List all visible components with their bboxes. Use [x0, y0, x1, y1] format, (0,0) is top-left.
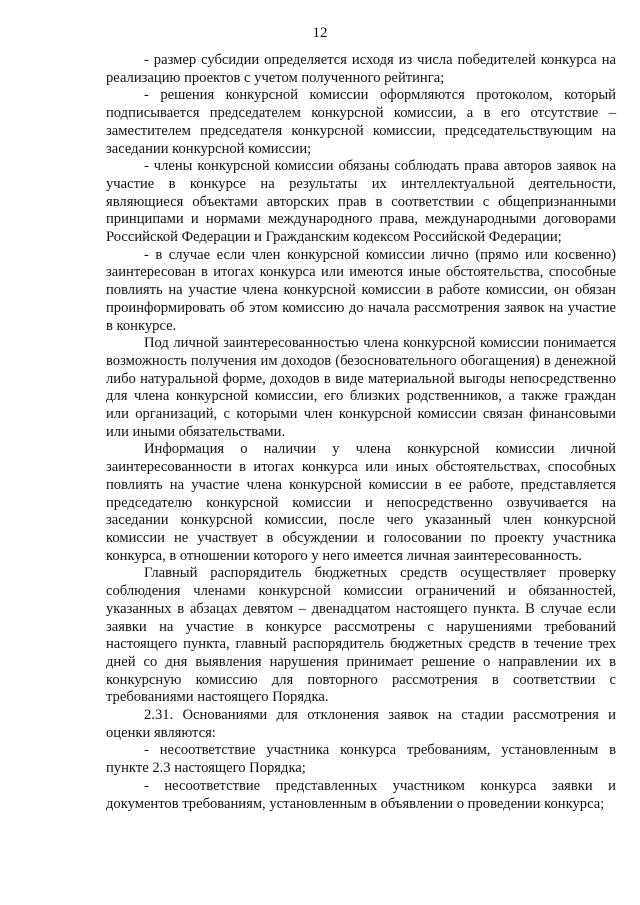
paragraph: - члены конкурсной комиссии обязаны соблюдать права авторов заявок на участие в конкурсе на результаты их интеллектуальной деятельности, являющиеся объектами авторских прав в соответствии с общепризнанными принципами и нормами международного права, международными договорами Российской Федерации и Гражданским кодексом Российской Федерации; — [106, 158, 616, 246]
paragraph: - несоответствие представленных участником конкурса заявки и документов требованиям, установленным в объявлении о проведении конкурса; — [106, 777, 616, 812]
paragraph: Информация о наличии у члена конкурсной комиссии личной заинтересованности в итогах конкурса или иных обстоятельствах, способных повлиять на участие члена конкурсной комиссии в ее работе, представляется председателю конкурсной комиссии и непосредственно озвучивается на заседании конкурсной комиссии, после чего указанный член конкурсной комиссии не участвует в обсуждении и голосовании по проекту участника конкурса, в отношении которого у него имеется личная заинтересованность. — [106, 441, 616, 564]
page-number: 12 — [312, 25, 328, 41]
paragraph: - решения конкурсной комиссии оформляются протоколом, который подписывается председателем конкурсной комиссии, а в его отсутствие – заместителем председателя конкурсной комиссии, председательствующим на заседании конкурсной комиссии; — [106, 87, 616, 157]
paragraph: Под личной заинтересованностью члена конкурсной комиссии понимается возможность получения им доходов (безосновательного обогащения) в денежной либо натуральной форме, доходов в виде материальной выгоды непосредственно для члена конкурсной комиссии, его близких родственников, а также граждан или организаций, с которыми член конкурсной комиссии связан финансовыми или иными обязательствами. — [106, 335, 616, 440]
paragraph: - в случае если член конкурсной комиссии лично (прямо или косвенно) заинтересован в итогах конкурса или имеются иные обстоятельства, способные повлиять на участие члена конкурсной комиссии в работе комиссии, он обязан проинформировать об этом комиссию до начала рассмотрения заявок на участие в конкурсе. — [106, 246, 616, 334]
paragraph: - размер субсидии определяется исходя из числа победителей конкурса на реализацию проектов с учетом полученного рейтинга; — [106, 52, 616, 86]
paragraph: 2.31. Основаниями для отклонения заявок на стадии рассмотрения и оценки являются: — [106, 707, 616, 741]
paragraph: Главный распорядитель бюджетных средств осуществляет проверку соблюдения членами конкурсной комиссии ограничений и обязанностей, указанных в абзацах девятом – двенадцатом настоящего пункта. В случае если заявки на участие в конкурсе рассмотрены с нарушениями требований настоящего пункта, главный распорядитель бюджетных средств в течение трех дней со дня выявления нарушения принимает решение о направлении их в конкурсную комиссию для повторного рассмотрения в соответствии с требованиями настоящего Порядка. — [106, 565, 616, 706]
paragraph: - несоответствие участника конкурса требованиям, установленным в пункте 2.3 настоящего Порядка; — [106, 742, 616, 777]
document-body — [106, 52, 616, 813]
